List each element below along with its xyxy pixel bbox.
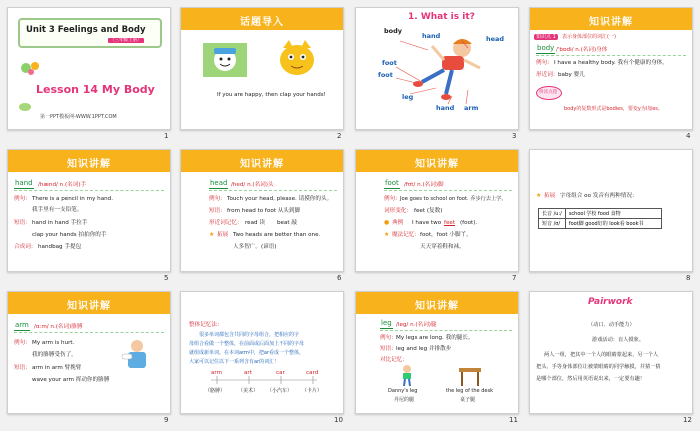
slide-number: 6	[337, 274, 342, 282]
example-label: 例句：	[380, 335, 397, 341]
example-sentence: My legs are long. 我的腿长。	[396, 335, 474, 341]
example-label: 例句：	[209, 196, 226, 202]
similar-word-2: beat 敲	[277, 220, 297, 226]
extension-translation: 人多智广。(谚语)	[233, 244, 277, 250]
table-row	[539, 219, 662, 229]
magic-memory-line-1: foot，foot 小脚丫，	[420, 232, 472, 238]
extension-text: 字母组合 oo 发音有两种情况：	[560, 193, 638, 199]
slide-2-caption: If you are happy, then clap your hands!	[217, 92, 326, 98]
example-sentence: Joe goes to school on foot. 乔步行去上学。	[400, 196, 507, 202]
label-body: body	[384, 27, 403, 35]
pronunciation: /'bɒdi/ n.(名词)身体	[556, 47, 608, 53]
slide-8[interactable]	[529, 149, 693, 272]
leaf-decoration	[18, 102, 32, 112]
phrase-2: clap your hands 拍拍你的手	[32, 232, 107, 238]
label-leg: leg	[402, 93, 414, 101]
example-translation: 我的胳膊受伤了。	[32, 352, 77, 358]
slide-2[interactable]	[180, 7, 344, 130]
star-icon: ★	[536, 192, 542, 199]
slide-3[interactable]	[355, 7, 519, 130]
tip-bubble-label: 拼读点拨	[539, 90, 558, 95]
phrase-label: 短语：	[14, 220, 31, 226]
divider	[380, 330, 512, 331]
morph-value: feet (复数)	[414, 208, 443, 214]
slide-6-title: 知识讲解	[240, 159, 284, 170]
magic-memory-label: 魔法记忆：	[392, 232, 420, 238]
slide-4-title: 知识讲解	[589, 17, 633, 28]
table-cell: 长音 /u:/	[539, 209, 566, 219]
phrase-1: arm in arm 臂挽臂	[32, 365, 82, 371]
hurt-arm-picture	[120, 338, 154, 370]
ar-word: art	[244, 370, 252, 376]
flower-decoration	[20, 60, 42, 76]
knowledge-tag-text: 表示身体部位的词汇(一)	[562, 34, 616, 40]
compound-word: handbag 手提包	[38, 244, 82, 250]
cartoon-boy-picture	[203, 43, 247, 77]
extension-label: 拓展	[544, 193, 556, 199]
slide-10[interactable]	[180, 291, 344, 414]
word-tree-lines	[181, 292, 344, 414]
slide-number: 3	[512, 132, 517, 140]
vocab-word: head	[210, 179, 228, 187]
similar-word-1: read 读	[245, 220, 265, 226]
pronunciation: /leg/ n.(名词)腿	[396, 322, 437, 328]
example-label: 例句：	[14, 340, 31, 346]
slide-number: 8	[686, 274, 691, 282]
spelling-note: body的复数形式是bodies，要变y为i加es。	[564, 106, 663, 112]
slide-number: 7	[512, 274, 517, 282]
table-cell: school 学校 food 食物	[565, 209, 661, 219]
compound-label: 合成词：	[14, 244, 37, 250]
star-icon: ★	[209, 231, 215, 238]
vocab-word: body	[537, 44, 555, 52]
compare-caption-1-cn: 丹尼的腿	[394, 397, 415, 403]
slide-5[interactable]	[7, 149, 171, 272]
ar-word: card	[306, 370, 319, 376]
label-hand: hand	[422, 32, 441, 40]
slide-1-title: Unit 3 Feelings and Body	[26, 25, 146, 35]
phrase: leg and leg 并排散步	[396, 346, 452, 352]
ar-word-meaning: （美术）	[238, 388, 259, 394]
slide-number: 2	[337, 132, 342, 140]
example-label: 例句：	[536, 60, 553, 66]
typical-example-answer: feet	[444, 220, 456, 226]
example-sentence: Touch your head, please. 请摸你的头。	[227, 196, 333, 202]
divider	[209, 190, 337, 191]
typical-example-label: 典例	[392, 220, 404, 226]
table-row	[539, 209, 662, 219]
pairwork-desc-3: 是哪个部位，然后用英语说出来，一定要有趣！	[536, 376, 645, 382]
example-sentence: There is a pencil in my hand.	[32, 196, 114, 202]
phrase-label: 短语：	[209, 208, 226, 214]
boy-leg-picture	[396, 364, 418, 386]
method-text-1: 很多单词都包含共同的字母组合，把相应的字	[199, 332, 300, 338]
pronunciation: /hed/ n.(名词)头	[231, 182, 274, 188]
example-sentence: I have a healthy body. 我有个健康的身体。	[554, 60, 668, 66]
table-cell: 短音 /ʊ/	[539, 219, 566, 229]
divider	[384, 190, 512, 191]
ar-word: car	[276, 370, 285, 376]
method-text-2: 母组合看做一个整体，在前面或后面加上不同的字母	[189, 341, 305, 347]
pairwork-subtitle: （动口、动手能力）	[588, 322, 635, 328]
example-translation: 我手里有一支铅笔。	[32, 207, 83, 213]
label-arm: arm	[464, 104, 479, 112]
slide-number: 12	[683, 416, 692, 424]
similar-word-label: 形近词：	[536, 72, 559, 78]
example-label: 例句：	[384, 196, 401, 202]
ar-word-meaning: （胳膊）	[205, 388, 226, 394]
label-foot: foot	[378, 71, 393, 79]
ar-word-meaning: （小汽车）	[267, 388, 293, 394]
typical-example-end: (foot).	[460, 220, 478, 226]
vocab-word: leg	[381, 319, 392, 327]
morph-label: 词形变化：	[384, 208, 412, 214]
slide-4[interactable]	[529, 7, 693, 130]
pairwork-desc-1: 两人一组，把其中一个人的眼睛蒙起来，另一个人	[544, 352, 659, 358]
label-foot: foot	[382, 59, 397, 67]
extension-sentence: Two heads are better than one.	[233, 232, 321, 238]
pairwork-desc-2: 把头、手等身体部位让被蒙眼睛的同学触摸，并猜一猜	[536, 364, 661, 370]
extension-label: 拓展	[217, 232, 229, 238]
slide-1-badge: （三年级上册）	[110, 38, 142, 43]
slide-7-title: 知识讲解	[415, 159, 459, 170]
compare-label: 对比记忆：	[380, 357, 408, 363]
slide-number: 5	[164, 274, 169, 282]
slide-7[interactable]	[355, 149, 519, 272]
slide-11[interactable]	[355, 291, 519, 414]
method-label: 整体记忆法：	[189, 322, 223, 328]
slide-9[interactable]	[7, 291, 171, 414]
slide-1-footer: 第一PPT模板网-WWW.1PPT.COM	[40, 114, 117, 120]
phrase-2: wave your arm 挥动你的胳膊	[32, 377, 110, 383]
pronunciation: /ɑːm/ n.(名词)胳膊	[34, 324, 83, 330]
pairwork-task: 游戏活动：盲人摸象。	[592, 337, 644, 343]
oo-pronunciation-table	[538, 208, 662, 229]
slide-number: 11	[509, 416, 518, 424]
table-cell: foot脚 good好的 look看 book书	[565, 219, 661, 229]
slide-3-title: 1. What is it?	[408, 12, 475, 22]
method-text-3: 就组成新单词。在本词arm中，把ar看成一个整体，	[189, 350, 305, 356]
magic-icon: ★	[384, 231, 390, 238]
desk-picture	[458, 366, 482, 386]
typical-example-text: I have two	[412, 220, 442, 226]
ar-word-meaning: （卡片）	[302, 388, 323, 394]
slide-11-title: 知识讲解	[415, 301, 459, 312]
compare-caption-2: the leg of the desk	[446, 388, 493, 394]
compare-caption-1: Danny's leg	[388, 388, 418, 394]
phrase: from head to foot 从头到脚	[227, 208, 301, 214]
cartoon-cat-picture	[277, 40, 317, 78]
slide-1-lesson: Lesson 14 My Body	[36, 83, 155, 96]
similar-label: 形近词记忆：	[209, 220, 243, 226]
divider	[14, 332, 164, 333]
vocab-word: foot	[385, 179, 399, 187]
pronunciation: /hænd/ n.(名词)手	[38, 182, 87, 188]
pronunciation: /fʊt/ n.(名词)脚	[404, 182, 444, 188]
knowledge-tag: 知识点 1	[536, 34, 556, 40]
slide-9-title: 知识讲解	[67, 301, 111, 312]
slide-12[interactable]	[529, 291, 693, 414]
example-sentence: My arm is hurt.	[32, 340, 75, 346]
method-text-4: 大家可以记住以下一系列含有ar的词汇！	[189, 359, 280, 365]
slide-number: 4	[686, 132, 691, 140]
label-head: head	[486, 35, 505, 43]
divider	[536, 55, 686, 56]
vocab-word: arm	[15, 321, 29, 329]
ar-word: arm	[211, 370, 223, 376]
compare-caption-2-cn: 桌子腿	[460, 397, 476, 403]
label-hand: hand	[436, 104, 455, 112]
vocab-word: hand	[15, 179, 33, 187]
slide-2-title: 话题导入	[240, 17, 284, 28]
phrase-label: 短语：	[380, 346, 397, 352]
medal-icon: ●	[384, 219, 390, 226]
magic-memory-line-2: 天天穿着鞋和袜。	[420, 244, 465, 250]
slide-6[interactable]	[180, 149, 344, 272]
slide-12-title: Pairwork	[588, 297, 633, 307]
example-label: 例句：	[14, 196, 31, 202]
phrase-label: 短语：	[14, 365, 31, 371]
similar-word: baby 婴儿	[558, 72, 585, 78]
phrase-1: hand in hand 手拉手	[32, 220, 88, 226]
divider	[14, 190, 164, 191]
slide-1[interactable]	[7, 7, 171, 130]
slide-number: 1	[164, 132, 169, 140]
slide-5-title: 知识讲解	[67, 159, 111, 170]
slide-number: 10	[334, 416, 343, 424]
slide-number: 9	[164, 416, 169, 424]
